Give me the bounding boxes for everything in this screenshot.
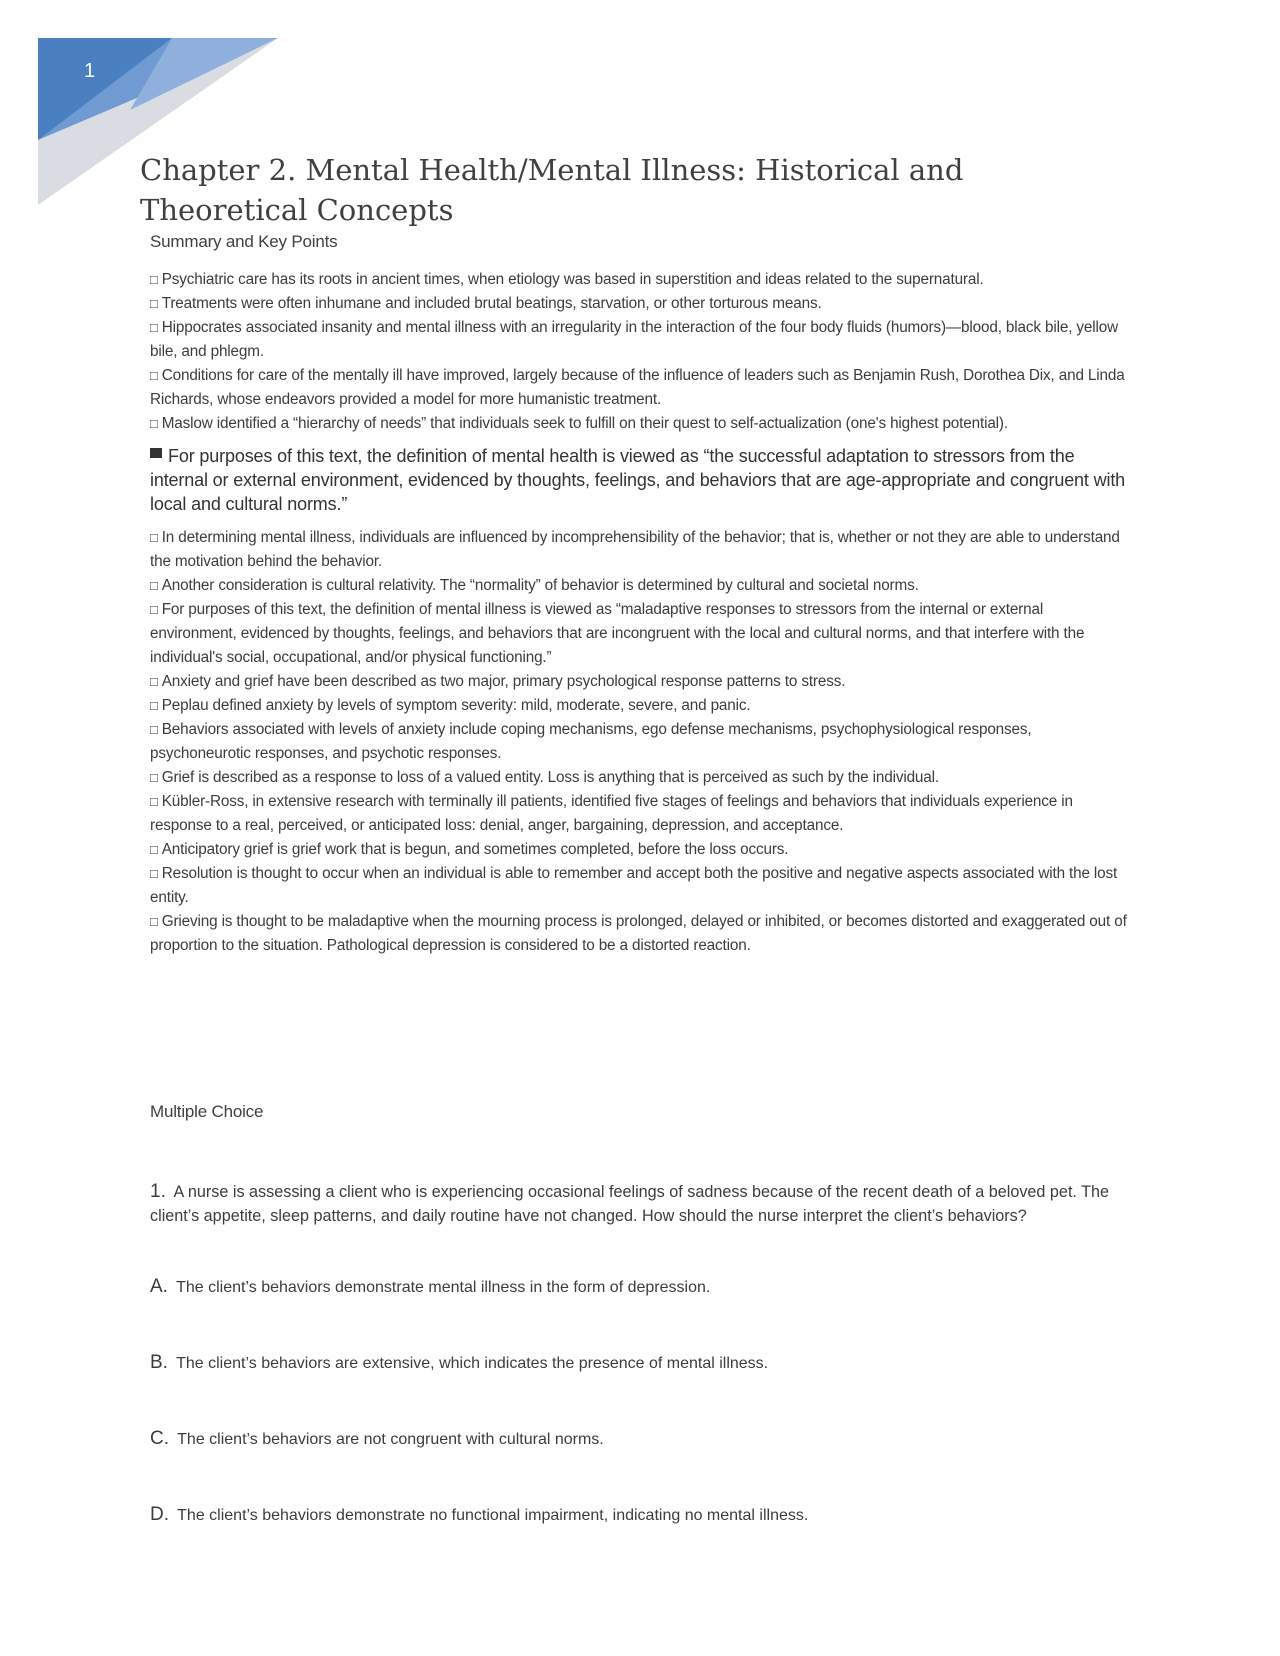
choice-a[interactable] [150, 1276, 710, 1298]
key-point-text: Hippocrates associated insanity and mental illness with an irregularity in the interaction of the four body fluids (humors)—blood, black bile, yellow bile, and phlegm. [150, 319, 1118, 360]
checkbox-bullet-icon: □ [150, 416, 158, 431]
key-point-text: Behaviors associated with levels of anxiety include coping mechanisms, ego defense mechanisms, psychophysiological responses, psychoneurotic responses, and psychotic responses. [150, 721, 1032, 762]
key-point [150, 268, 1130, 292]
checkbox-bullet-icon: □ [150, 578, 158, 593]
key-point-text: Another consideration is cultural relativity. The “normality” of behavior is determined by cultural and societal norms. [161, 577, 919, 594]
key-point-text: For purposes of this text, the definition of mental illness is viewed as “maladaptive responses to stressors from the internal or external environment, evidenced by thoughts, feelings, and behaviors that are incongruent with the local and cultural norms, and that interfere with the individual's social, occupational, and/or physical functioning.” [150, 601, 1085, 666]
key-point [150, 838, 1130, 862]
checkbox-bullet-icon: □ [150, 794, 158, 809]
key-point [150, 718, 1130, 766]
key-point-text: Grieving is thought to be maladaptive when the mourning process is prolonged, delayed or inhibited, or becomes distorted and exaggerated out of proportion to the situation. Pathological depression is considered to be a distorted reaction. [150, 913, 1127, 954]
choice-b[interactable] [150, 1352, 768, 1374]
key-point-emphasis [150, 444, 1130, 516]
checkbox-bullet-icon: □ [150, 770, 158, 785]
checkbox-bullet-icon: □ [150, 698, 158, 713]
key-point-text: Anxiety and grief have been described as two major, primary psychological response patterns to stress. [161, 673, 846, 690]
choice-text: The client’s behaviors demonstrate no functional impairment, indicating no mental illness. [177, 1507, 809, 1524]
checkbox-bullet-icon: □ [150, 296, 158, 311]
key-point [150, 910, 1130, 958]
checkbox-bullet-icon: □ [150, 368, 158, 383]
checkbox-bullet-icon: □ [150, 602, 158, 617]
choice-c[interactable] [150, 1428, 604, 1450]
question-number: 1. [150, 1181, 166, 1202]
key-point [150, 316, 1130, 364]
checkbox-bullet-icon: □ [150, 674, 158, 689]
key-point-text: In determining mental illness, individuals are influenced by incomprehensibility of the behavior; that is, whether or not they are able to understand the motivation behind the behavior. [150, 529, 1120, 570]
key-point-text: Peplau defined anxiety by levels of symptom severity: mild, moderate, severe, and panic. [161, 697, 751, 714]
choice-letter: A. [150, 1276, 168, 1297]
choice-letter: B. [150, 1352, 168, 1373]
key-point-text: Kübler-Ross, in extensive research with terminally ill patients, identified five stages of feelings and behaviors that individuals experience in response to a real, perceived, or anticipated loss: denial, anger, bargaining, depression, and acceptance. [150, 793, 1073, 834]
summary-heading: Summary and Key Points [150, 232, 338, 251]
key-point [150, 574, 1130, 598]
key-point-text: Anticipatory grief is grief work that is begun, and sometimes completed, before the loss occurs. [161, 841, 789, 858]
square-bullet-icon [150, 448, 162, 458]
chapter-title: Chapter 2. Mental Health/Mental Illness: Historical and Theoretical Concepts [140, 153, 964, 227]
question-1 [150, 1180, 1140, 1228]
key-point-text: For purposes of this text, the definition of mental health is viewed as “the successful adaptation to stressors from the internal or external environment, evidenced by thoughts, feelings, and behaviors that are age-appropriate and congruent with local and cultural norms.” [150, 446, 1126, 514]
choice-letter: D. [150, 1504, 169, 1525]
key-point-text: Grief is described as a response to loss of a valued entity. Loss is anything that is perceived as such by the individual. [161, 769, 939, 786]
checkbox-bullet-icon: □ [150, 530, 158, 545]
choice-text: The client’s behaviors are not congruent with cultural norms. [177, 1431, 604, 1448]
key-points-list [150, 268, 1130, 958]
key-point-text: Resolution is thought to occur when an individual is able to remember and accept both the positive and negative aspects associated with the lost entity. [150, 865, 1118, 906]
key-point [150, 766, 1130, 790]
key-point [150, 862, 1130, 910]
choice-d[interactable] [150, 1504, 808, 1526]
key-point [150, 670, 1130, 694]
key-point-text: Maslow identified a “hierarchy of needs” that individuals seek to fulfill on their quest to self-actualization (one's highest potential). [161, 415, 1008, 432]
key-point-text: Conditions for care of the mentally ill have improved, largely because of the influence of leaders such as Benjamin Rush, Dorothea Dix, and Linda Richards, whose endeavors provided a model for more humanistic treatment. [150, 367, 1125, 408]
key-point [150, 526, 1130, 574]
key-point [150, 694, 1130, 718]
key-point [150, 364, 1130, 412]
key-point [150, 598, 1130, 670]
checkbox-bullet-icon: □ [150, 722, 158, 737]
multiple-choice-heading: Multiple Choice [150, 1102, 264, 1121]
checkbox-bullet-icon: □ [150, 866, 158, 881]
key-point [150, 790, 1130, 838]
checkbox-bullet-icon: □ [150, 914, 158, 929]
checkbox-bullet-icon: □ [150, 320, 158, 335]
key-point-text: Treatments were often inhumane and included brutal beatings, starvation, or other torturous means. [161, 295, 822, 312]
choice-text: The client’s behaviors are extensive, which indicates the presence of mental illness. [176, 1355, 769, 1372]
choice-text: The client’s behaviors demonstrate mental illness in the form of depression. [176, 1279, 711, 1296]
choice-letter: C. [150, 1428, 169, 1449]
checkbox-bullet-icon: □ [150, 842, 158, 857]
key-point-text: Psychiatric care has its roots in ancient times, when etiology was based in superstition and ideas related to the supernatural. [161, 271, 984, 288]
page-number: 1 [84, 60, 96, 82]
key-point [150, 412, 1130, 436]
key-point [150, 292, 1130, 316]
checkbox-bullet-icon: □ [150, 272, 158, 287]
question-text: A nurse is assessing a client who is experiencing occasional feelings of sadness because of the recent death of a beloved pet. The client’s appetite, sleep patterns, and daily routine have not changed. How should the nurse interpret the client’s behaviors? [150, 1183, 1110, 1225]
